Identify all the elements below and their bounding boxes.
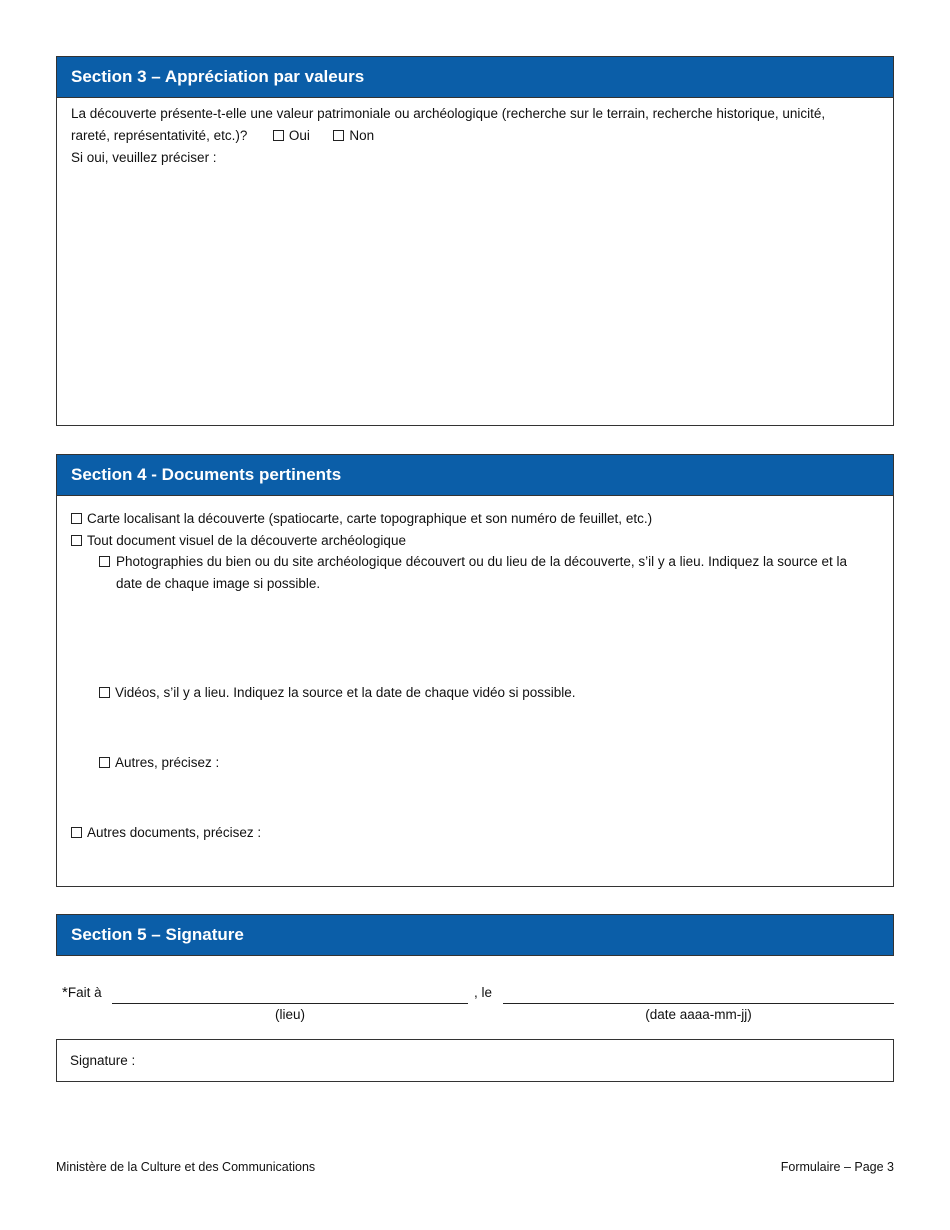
- precise-label: Si oui, veuillez préciser :: [71, 150, 217, 165]
- photos-line2: date de chaque image si possible.: [116, 576, 321, 591]
- carte-checkbox[interactable]: [71, 513, 82, 524]
- section-3-title: Section 3 – Appréciation par valeurs: [57, 57, 893, 98]
- photos-checkbox[interactable]: [99, 556, 110, 567]
- oui-checkbox[interactable]: [273, 130, 284, 141]
- autres-docs-checkbox[interactable]: [71, 827, 82, 838]
- carte-row: [71, 508, 652, 529]
- fait-a-row: [62, 982, 102, 1003]
- lieu-field[interactable]: [112, 1003, 468, 1004]
- lieu-caption: (lieu): [274, 1007, 305, 1022]
- carte-label: Carte localisant la découverte (spatiocarte, carte topographique et son numéro de feuillet, etc.): [87, 511, 653, 526]
- date-field[interactable]: [503, 1003, 894, 1004]
- value-question-line2: rareté, représentativité, etc.)?: [71, 128, 248, 143]
- value-question-line1: La découverte présente-t-elle une valeur patrimoniale ou archéologique (recherche sur le terrain, recherche historique, unicité,: [71, 106, 826, 121]
- signature-label: Signature :: [70, 1053, 136, 1068]
- section-4: [56, 454, 894, 887]
- visuel-checkbox[interactable]: [71, 535, 82, 546]
- section-5-title: Section 5 – Signature: [57, 915, 893, 955]
- footer-page-number: Formulaire – Page 3: [780, 1160, 894, 1174]
- photos-line1: Photographies du bien ou du site archéologique découvert ou du lieu de la découverte, s’il y a lieu. Indiquez la source et la: [116, 554, 847, 569]
- autres-label: Autres, précisez :: [115, 755, 220, 770]
- videos-label: Vidéos, s’il y a lieu. Indiquez la source et la date de chaque vidéo si possible.: [115, 685, 576, 700]
- autres-row: [99, 752, 219, 773]
- le-label: , le: [474, 985, 493, 1000]
- precise-textarea[interactable]: [67, 171, 883, 417]
- visuel-label: Tout document visuel de la découverte archéologique: [87, 533, 406, 548]
- visuel-row: [71, 530, 406, 551]
- autres-docs-row: [71, 822, 261, 843]
- date-caption: (date aaaa-mm-jj): [645, 1007, 752, 1022]
- required-mark: *: [62, 984, 68, 1001]
- non-checkbox[interactable]: [333, 130, 344, 141]
- footer-ministry: Ministère de la Culture et des Communications: [56, 1160, 316, 1174]
- section-4-title: Section 4 - Documents pertinents: [57, 455, 893, 496]
- non-label: Non: [349, 128, 375, 143]
- autres-docs-label: Autres documents, précisez :: [87, 825, 262, 840]
- fait-a-label: Fait à: [67, 985, 102, 1000]
- videos-row: [99, 682, 576, 703]
- videos-checkbox[interactable]: [99, 687, 110, 698]
- oui-label: Oui: [288, 128, 310, 143]
- autres-checkbox[interactable]: [99, 757, 110, 768]
- signature-box[interactable]: [56, 1039, 894, 1082]
- section-5-header: [56, 914, 894, 956]
- section-3: [56, 56, 894, 426]
- value-question-line2-row: [71, 125, 374, 146]
